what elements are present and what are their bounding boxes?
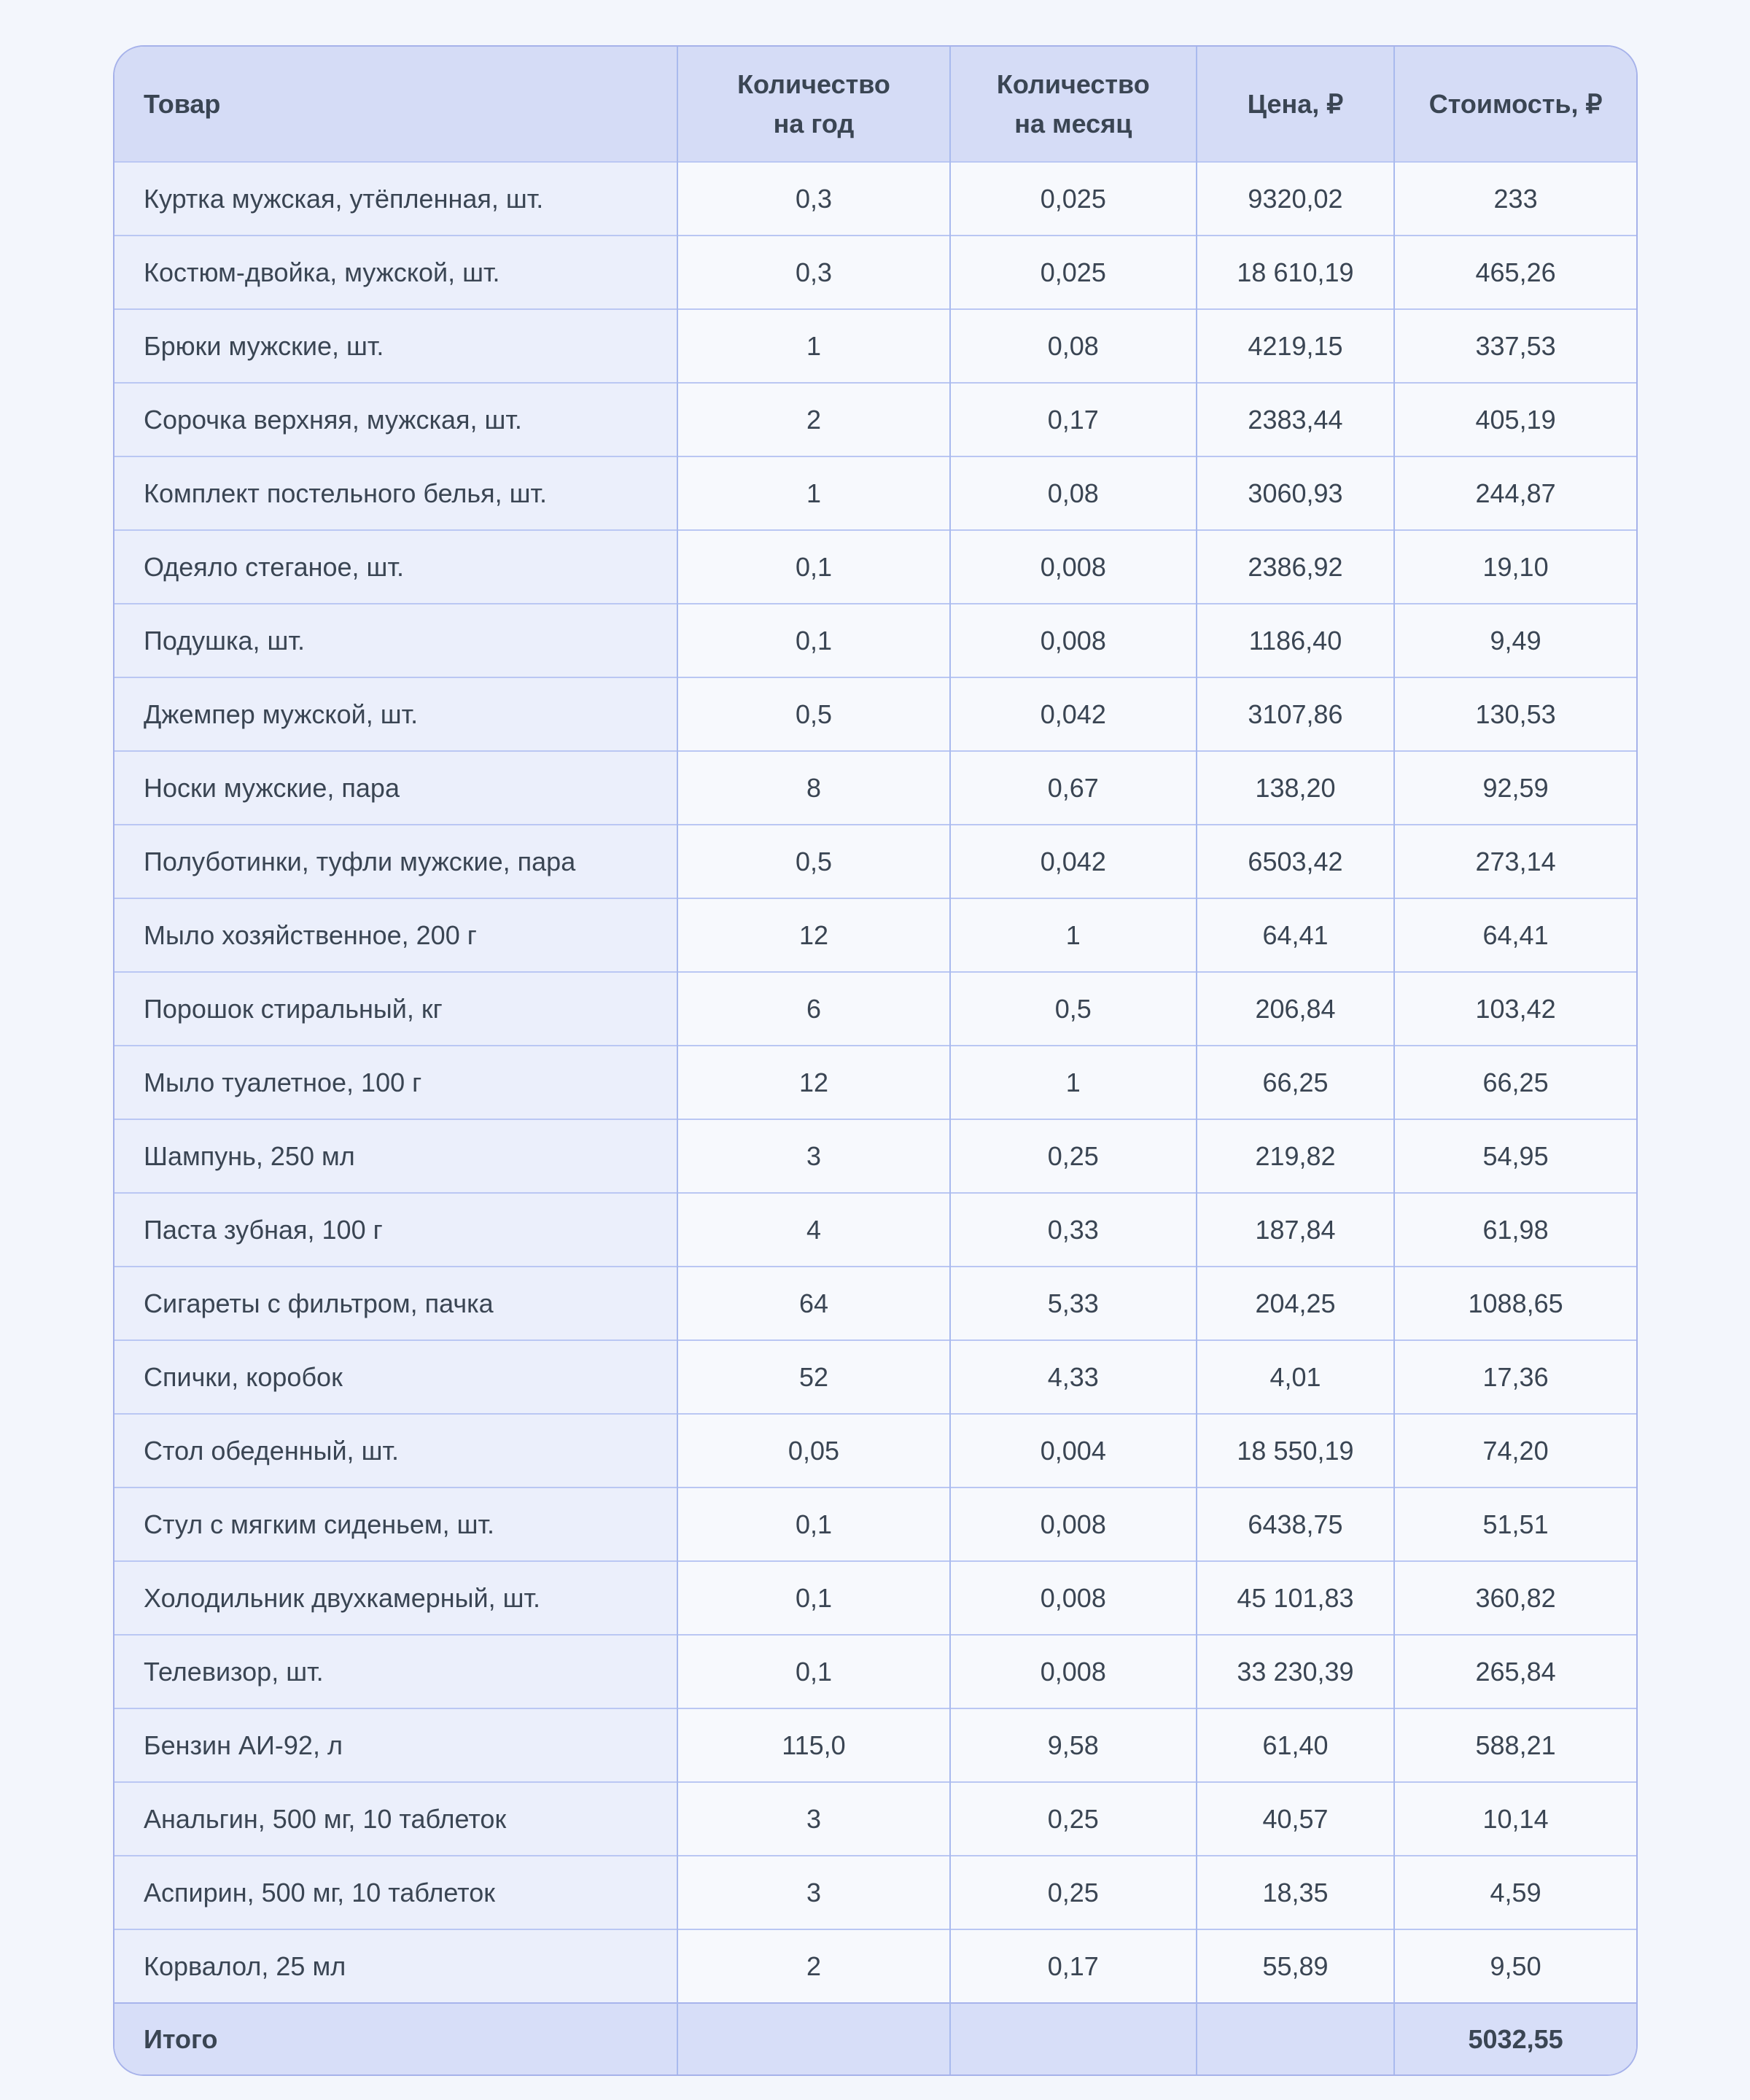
price-cell: 204,25 [1197,1267,1394,1340]
cost-cell: 61,98 [1394,1193,1636,1267]
price-cell: 2383,44 [1197,383,1394,456]
price-cell: 187,84 [1197,1193,1394,1267]
table-row [114,1635,1636,1708]
qty-month-cell: 5,33 [950,1267,1197,1340]
price-cell: 18,35 [1197,1856,1394,1929]
price-cell: 4219,15 [1197,309,1394,383]
qty-month-cell: 0,33 [950,1193,1197,1267]
qty-month-cell: 1 [950,1046,1197,1119]
header-label: на месяц [1014,108,1132,139]
table-row [114,236,1636,309]
table-row [114,162,1636,236]
table-row [114,1929,1636,2003]
product-name-cell: Стол обеденный, шт. [114,1414,677,1488]
qty-year-cell: 4 [677,1193,950,1267]
cost-cell: 337,53 [1394,309,1636,383]
header-row [114,47,1636,162]
cost-cell: 54,95 [1394,1119,1636,1193]
qty-month-cell: 0,008 [950,1561,1197,1635]
qty-year-cell: 2 [677,1929,950,2003]
goods-table [114,47,1636,2074]
product-name-cell: Телевизор, шт. [114,1635,677,1708]
price-cell: 18 550,19 [1197,1414,1394,1488]
product-name-cell: Паста зубная, 100 г [114,1193,677,1267]
qty-month-cell: 0,08 [950,456,1197,530]
qty-year-cell: 12 [677,898,950,972]
cost-cell: 588,21 [1394,1708,1636,1782]
qty-year-cell: 2 [677,383,950,456]
qty-month-cell: 0,008 [950,1635,1197,1708]
price-cell: 3107,86 [1197,677,1394,751]
table-row [114,1414,1636,1488]
table-row [114,1561,1636,1635]
product-name-cell: Сигареты с фильтром, пачка [114,1267,677,1340]
header-label: Цена, ₽ [1247,88,1344,119]
price-cell: 6438,75 [1197,1488,1394,1561]
footer-label: Итого [114,2003,677,2074]
cost-cell: 465,26 [1394,236,1636,309]
qty-year-cell: 1 [677,309,950,383]
price-cell: 219,82 [1197,1119,1394,1193]
table-row [114,1267,1636,1340]
cost-cell: 19,10 [1394,530,1636,604]
table-row [114,972,1636,1046]
table-row [114,1488,1636,1561]
product-name-cell: Сорочка верхняя, мужская, шт. [114,383,677,456]
qty-month-cell: 0,25 [950,1119,1197,1193]
cost-cell: 4,59 [1394,1856,1636,1929]
qty-year-cell: 0,1 [677,1635,950,1708]
price-cell: 3060,93 [1197,456,1394,530]
qty-month-cell: 0,025 [950,236,1197,309]
table-row [114,309,1636,383]
price-cell: 55,89 [1197,1929,1394,2003]
product-name-cell: Костюм-двойка, мужской, шт. [114,236,677,309]
table-row [114,383,1636,456]
qty-year-cell: 0,1 [677,1561,950,1635]
qty-year-cell: 12 [677,1046,950,1119]
product-name-cell: Полуботинки, туфли мужские, пара [114,825,677,898]
table-row [114,751,1636,825]
product-name-cell: Джемпер мужской, шт. [114,677,677,751]
qty-month-cell: 0,008 [950,1488,1197,1561]
footer-empty-cell [1197,2003,1394,2074]
product-name-cell: Носки мужские, пара [114,751,677,825]
qty-month-cell: 0,67 [950,751,1197,825]
qty-month-cell: 0,004 [950,1414,1197,1488]
footer-row [114,2003,1636,2074]
qty-year-cell: 0,5 [677,677,950,751]
footer-total: 5032,55 [1394,2003,1636,2074]
product-name-cell: Комплект постельного белья, шт. [114,456,677,530]
column-header-qty-year [677,47,950,162]
header-label: на год [773,108,855,139]
cost-cell: 66,25 [1394,1046,1636,1119]
header-label: Количество [996,69,1150,99]
qty-month-cell: 0,042 [950,677,1197,751]
product-name-cell: Спички, коробок [114,1340,677,1414]
table-row [114,898,1636,972]
product-name-cell: Холодильник двухкамерный, шт. [114,1561,677,1635]
footer-empty-cell [677,2003,950,2074]
cost-cell: 64,41 [1394,898,1636,972]
product-name-cell: Мыло туалетное, 100 г [114,1046,677,1119]
column-header-price [1197,47,1394,162]
cost-cell: 130,53 [1394,677,1636,751]
qty-year-cell: 0,05 [677,1414,950,1488]
table-row [114,1340,1636,1414]
qty-month-cell: 0,042 [950,825,1197,898]
product-name-cell: Аспирин, 500 мг, 10 таблеток [114,1856,677,1929]
product-name-cell: Корвалол, 25 мл [114,1929,677,2003]
table-row [114,1046,1636,1119]
cost-cell: 92,59 [1394,751,1636,825]
table-row [114,530,1636,604]
price-cell: 40,57 [1197,1782,1394,1856]
cost-cell: 233 [1394,162,1636,236]
qty-year-cell: 3 [677,1119,950,1193]
qty-month-cell: 0,025 [950,162,1197,236]
qty-month-cell: 4,33 [950,1340,1197,1414]
product-name-cell: Шампунь, 250 мл [114,1119,677,1193]
cost-cell: 103,42 [1394,972,1636,1046]
table-row [114,456,1636,530]
qty-year-cell: 0,1 [677,604,950,677]
cost-cell: 9,49 [1394,604,1636,677]
price-cell: 206,84 [1197,972,1394,1046]
price-cell: 45 101,83 [1197,1561,1394,1635]
price-cell: 66,25 [1197,1046,1394,1119]
qty-year-cell: 115,0 [677,1708,950,1782]
qty-year-cell: 6 [677,972,950,1046]
qty-month-cell: 0,17 [950,383,1197,456]
qty-month-cell: 0,08 [950,309,1197,383]
table-row [114,677,1636,751]
table-body [114,162,1636,2003]
cost-cell: 51,51 [1394,1488,1636,1561]
product-name-cell: Анальгин, 500 мг, 10 таблеток [114,1782,677,1856]
table-row [114,1708,1636,1782]
cost-cell: 17,36 [1394,1340,1636,1414]
qty-year-cell: 0,3 [677,162,950,236]
price-cell: 61,40 [1197,1708,1394,1782]
table-row [114,825,1636,898]
goods-table-card [113,45,1638,2076]
cost-cell: 360,82 [1394,1561,1636,1635]
product-name-cell: Подушка, шт. [114,604,677,677]
qty-year-cell: 8 [677,751,950,825]
qty-year-cell: 64 [677,1267,950,1340]
qty-year-cell: 0,1 [677,530,950,604]
price-cell: 9320,02 [1197,162,1394,236]
table-row [114,604,1636,677]
header-label: Товар [144,88,221,119]
column-header-product [114,47,677,162]
price-cell: 33 230,39 [1197,1635,1394,1708]
cost-cell: 405,19 [1394,383,1636,456]
qty-month-cell: 0,008 [950,604,1197,677]
table-row [114,1193,1636,1267]
footer-empty-cell [950,2003,1197,2074]
column-header-cost [1394,47,1636,162]
qty-year-cell: 3 [677,1782,950,1856]
price-cell: 64,41 [1197,898,1394,972]
qty-year-cell: 1 [677,456,950,530]
table-row [114,1856,1636,1929]
product-name-cell: Порошок стиральный, кг [114,972,677,1046]
qty-month-cell: 0,17 [950,1929,1197,2003]
qty-month-cell: 0,5 [950,972,1197,1046]
cost-cell: 10,14 [1394,1782,1636,1856]
qty-month-cell: 0,25 [950,1856,1197,1929]
qty-month-cell: 1 [950,898,1197,972]
qty-year-cell: 52 [677,1340,950,1414]
table-row [114,1119,1636,1193]
column-header-qty-month [950,47,1197,162]
table-row [114,1782,1636,1856]
qty-month-cell: 0,008 [950,530,1197,604]
price-cell: 18 610,19 [1197,236,1394,309]
qty-year-cell: 0,3 [677,236,950,309]
price-cell: 1186,40 [1197,604,1394,677]
cost-cell: 9,50 [1394,1929,1636,2003]
cost-cell: 1088,65 [1394,1267,1636,1340]
qty-year-cell: 0,1 [677,1488,950,1561]
qty-year-cell: 3 [677,1856,950,1929]
price-cell: 138,20 [1197,751,1394,825]
product-name-cell: Стул с мягким сиденьем, шт. [114,1488,677,1561]
price-cell: 4,01 [1197,1340,1394,1414]
product-name-cell: Брюки мужские, шт. [114,309,677,383]
qty-year-cell: 0,5 [677,825,950,898]
cost-cell: 265,84 [1394,1635,1636,1708]
product-name-cell: Куртка мужская, утёпленная, шт. [114,162,677,236]
product-name-cell: Одеяло стеганое, шт. [114,530,677,604]
cost-cell: 74,20 [1394,1414,1636,1488]
product-name-cell: Бензин АИ-92, л [114,1708,677,1782]
price-cell: 6503,42 [1197,825,1394,898]
qty-month-cell: 9,58 [950,1708,1197,1782]
qty-month-cell: 0,25 [950,1782,1197,1856]
price-cell: 2386,92 [1197,530,1394,604]
header-label: Стоимость, ₽ [1428,88,1603,119]
cost-cell: 273,14 [1394,825,1636,898]
cost-cell: 244,87 [1394,456,1636,530]
header-label: Количество [737,69,890,99]
product-name-cell: Мыло хозяйственное, 200 г [114,898,677,972]
